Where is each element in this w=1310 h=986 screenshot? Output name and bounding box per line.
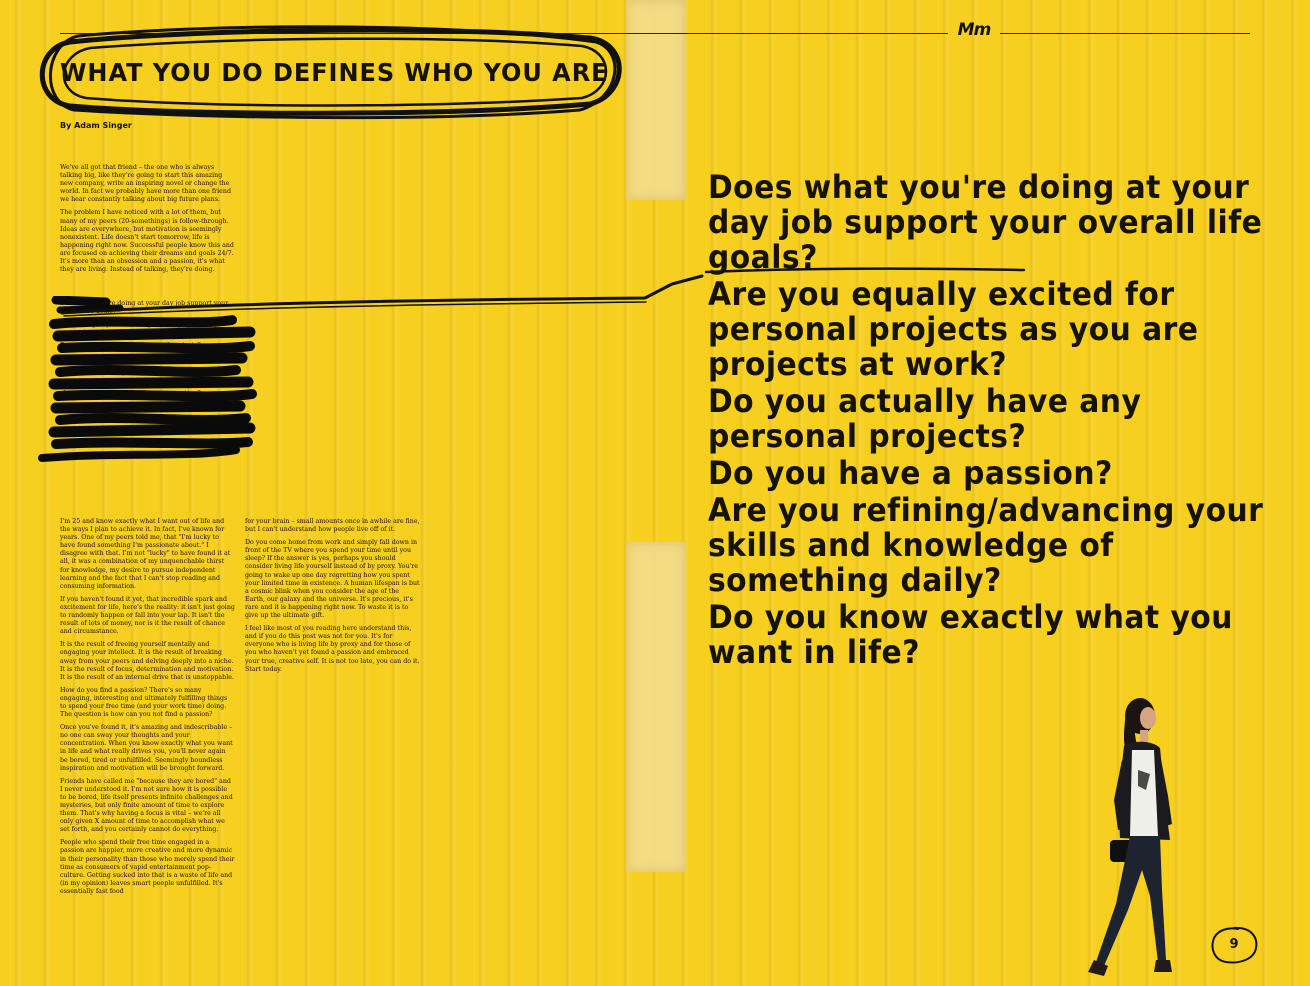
- paragraph: The problem I have noticed with a lot of them, but many of my peers (20-somethings) is follow-through. Ideas are everywhere, but motivation is seemingly nonexistent. Life doesn't start tomorrow, life is happening right now. Successful people know this and are focused on achieving their dreams and goals 24/7. It's more than an obsession and a passion, it's what they are living. Instead of talking, they're doing.: [60, 209, 234, 274]
- paragraph: Are you equally excited for personal projects as you are projects at work?: [60, 321, 226, 337]
- byline: By Adam Singer: [60, 121, 132, 130]
- question-underline: [700, 262, 1030, 282]
- redaction-scribble: [36, 296, 266, 468]
- question-item: Are you refining/advancing your skills and knowledge of something daily?: [708, 491, 1264, 599]
- question-item: Do you have a passion?: [708, 454, 1113, 492]
- paragraph: Do you know exactly what you want in life?: [60, 368, 199, 376]
- paragraph: It is the result of freeing yourself mentally and engaging your intellect. It is the result of breaking away from your peers and delving deeply into a niche. It is the result of focus, determination and motivation. It is the result of an internal drive that is unstoppable.: [60, 641, 234, 681]
- magazine-logo: Mm: [957, 20, 991, 40]
- paragraph: How do you find a passion? There's so many engaging, interesting and ultimately fulfilling things to spend your free time (and your work time) doing. The question is how can you not find a passion?: [60, 686, 228, 719]
- paragraph: What are you going to do about it? Will you take charge of your life or just keep on coasting?: [60, 381, 215, 397]
- walking-woman-illustration: [1080, 690, 1190, 986]
- paragraph: Are you refining/advancing your skills and knowledge?: [60, 355, 236, 363]
- paragraph: Once you've found it, it's amazing and indescribable – no one can sway your thoughts and your concentration. When you know exactly what you want in life and what really drives you, you'll never again be bored, tired or unfulfilled. Seemingly boundless inspiration and motivation will be brought forward.: [60, 724, 233, 772]
- paragraph: Friends have called me "because they are bored" and I never understood it. I'm not sure how it is possible to be bored, life itself presents infinite challenges and mysteries, but only finite amount of time to explore them. That's why having a focus is vital – we're all only given X amount of time to accomplish what we set forth, and you certainly cannot do everything.: [60, 777, 233, 834]
- headline: WHAT YOU DO DEFINES WHO YOU ARE: [60, 58, 609, 87]
- paragraph: We've all got that friend – the one who is always talking big, like they're going to start this amazing new company, write an inspiring novel or change the world. In fact we probably have more than one friend we hear constantly talking about big future plans.: [60, 164, 231, 204]
- paragraph: Does what you're doing at your day job support your overall life goals?: [60, 300, 229, 316]
- paragraph: Do you actually have any personal projects?: [60, 342, 201, 350]
- hand-drawn-pointer-line: [0, 0, 720, 320]
- paragraph: I feel like most of you reading here understand this, and if you do this post was not for you. It's for everyone who is living life by proxy and for those of you who haven't yet found a passion and embraced your true, creative self. It is not too late, you can do it. Start today.: [245, 625, 420, 673]
- questions-list: [708, 170, 1268, 672]
- paragraph: for your brain – small amounts once in awhile are fine, but I can't understand how people live off of it.: [245, 518, 420, 534]
- question-item: Does what you're doing at your day job support your overall life goals?: [708, 168, 1263, 276]
- page-number: 9: [1229, 937, 1239, 952]
- masking-tape-bottom: [626, 542, 686, 872]
- body-column-right: [245, 518, 420, 679]
- question-item: Do you know exactly what you want in life?: [708, 598, 1233, 671]
- paragraph: If you haven't found it yet, that incredible spark and excitement for life, here's the reality: it isn't just going to randomly happen or fall into your lap. It isn't the result of lots of money, nor is it the result of chance and circumstance.: [60, 595, 235, 636]
- paragraph: Do you come home from work and simply fall down in front of the TV where you spend your time until you sleep? If the answer is yes, perhaps you should consider living life yourself instead of by proxy. You're going to wake up one day regretting how you spent your limited time in existence. A human lifespan is but a cosmic blink when you consider the age of the Earth, our galaxy and the universe. It's precious, it's rare and it is happening right now. To waste it is to give up the ultimate gift.: [245, 539, 420, 620]
- question-item: Are you equally excited for personal projects as you are projects at work?: [708, 275, 1199, 383]
- header-rule-right: [1000, 33, 1250, 34]
- paragraph: I'm 25 and know exactly what I want out of life and the ways I plan to achieve it. In fact, I've known for years. One of my peers told me, that "I'm lucky to have found something I'm passionate about." I disagree with that. I'm not "lucky" to have found it at all, it was a combination of my unquenchable thirst for knowledge, my desire to pursue independent learning and the fact that I can't stop reading and consuming information.: [60, 518, 231, 590]
- paragraph: People who spend their free time engaged in a passion are happier, more creative and more dynamic in their personality than those who merely spend their time as consumers of vapid entertainment pop-culture. Getting sucked into that is a waste of life and (in my opinion) leaves smart people unfulfilled. It's essentially fast food: [60, 839, 235, 895]
- question-item: Do you actually have any personal projects?: [708, 382, 1142, 455]
- body-column-left: [60, 518, 235, 901]
